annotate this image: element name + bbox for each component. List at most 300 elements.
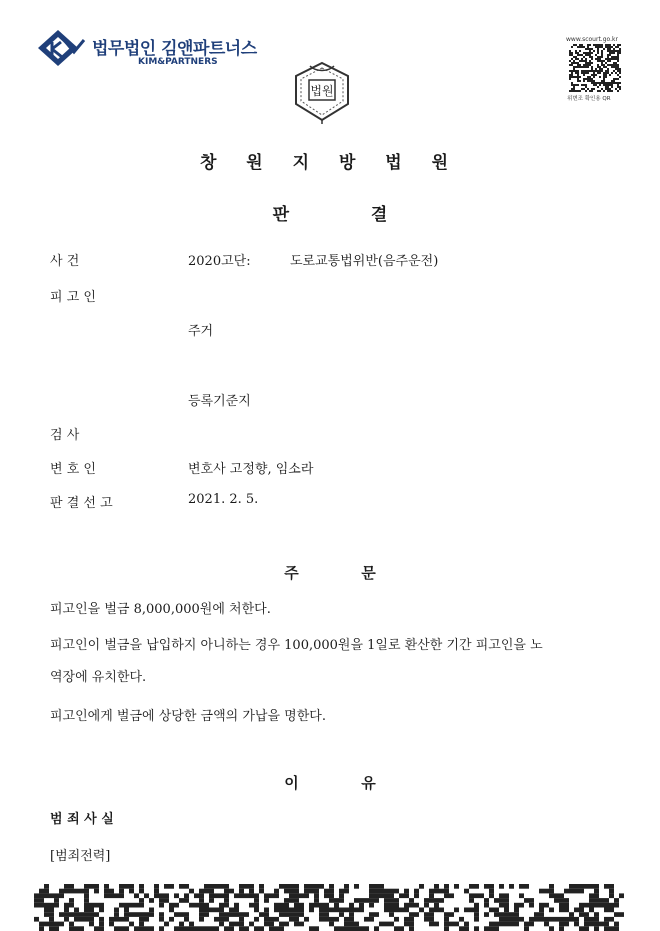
- pattern-cell: [549, 893, 554, 898]
- pattern-cell: [585, 78, 587, 80]
- pattern-cell: [577, 52, 579, 54]
- pattern-cell: [609, 889, 614, 894]
- pattern-cell: [384, 893, 389, 898]
- pattern-cell: [617, 64, 619, 66]
- pattern-cell: [429, 908, 434, 913]
- pattern-cell: [429, 922, 434, 927]
- pattern-cell: [159, 898, 164, 903]
- pattern-cell: [314, 893, 319, 898]
- pattern-cell: [607, 88, 609, 90]
- pattern-cell: [169, 884, 174, 889]
- pattern-cell: [605, 46, 607, 48]
- pattern-cell: [54, 922, 59, 927]
- pattern-cell: [581, 58, 583, 60]
- pattern-cell: [274, 926, 279, 931]
- pattern-cell: [581, 54, 583, 56]
- pattern-cell: [279, 884, 284, 889]
- pattern-cell: [294, 922, 299, 927]
- pattern-cell: [194, 926, 199, 931]
- pattern-cell: [494, 926, 499, 931]
- pattern-cell: [89, 912, 94, 917]
- pattern-cell: [434, 903, 439, 908]
- pattern-cell: [354, 926, 359, 931]
- pattern-cell: [239, 893, 244, 898]
- pattern-cell: [571, 90, 573, 92]
- judgment-date: 2021. 2. 5.: [188, 492, 259, 507]
- pattern-cell: [69, 889, 74, 894]
- pattern-cell: [139, 903, 144, 908]
- pattern-cell: [84, 903, 89, 908]
- pattern-cell: [344, 908, 349, 913]
- pattern-cell: [559, 898, 564, 903]
- pattern-cell: [289, 908, 294, 913]
- pattern-cell: [613, 44, 615, 46]
- pattern-cell: [614, 912, 619, 917]
- pattern-cell: [114, 917, 119, 922]
- pattern-cell: [279, 926, 284, 931]
- pattern-cell: [577, 90, 579, 92]
- pattern-cell: [49, 917, 54, 922]
- pattern-cell: [573, 66, 575, 68]
- pattern-cell: [424, 917, 429, 922]
- address-label: 주거: [188, 324, 214, 339]
- pattern-cell: [289, 917, 294, 922]
- pattern-cell: [39, 926, 44, 931]
- order-line: 역장에 유치한다.: [50, 670, 147, 685]
- pattern-cell: [544, 903, 549, 908]
- pattern-cell: [597, 66, 599, 68]
- pattern-cell: [607, 72, 609, 74]
- pattern-cell: [607, 44, 609, 46]
- pattern-cell: [601, 52, 603, 54]
- pattern-cell: [613, 48, 615, 50]
- pattern-cell: [585, 52, 587, 54]
- pattern-cell: [144, 926, 149, 931]
- pattern-cell: [369, 893, 374, 898]
- pattern-cell: [339, 926, 344, 931]
- pattern-cell: [199, 898, 204, 903]
- pattern-cell: [269, 893, 274, 898]
- pattern-cell: [224, 926, 229, 931]
- pattern-cell: [585, 90, 587, 92]
- pattern-cell: [615, 56, 617, 58]
- pattern-cell: [559, 926, 564, 931]
- pattern-cell: [464, 922, 469, 927]
- pattern-cell: [509, 884, 514, 889]
- pattern-cell: [591, 88, 593, 90]
- pattern-cell: [597, 64, 599, 66]
- pattern-cell: [129, 884, 134, 889]
- pattern-cell: [595, 82, 597, 84]
- pattern-cell: [419, 908, 424, 913]
- pattern-cell: [609, 50, 611, 52]
- pattern-cell: [591, 52, 593, 54]
- pattern-cell: [574, 884, 579, 889]
- pattern-cell: [549, 917, 554, 922]
- pattern-cell: [259, 889, 264, 894]
- pattern-cell: [444, 912, 449, 917]
- order-line: 피고인에게 벌금에 상당한 금액의 가납을 명한다.: [50, 709, 326, 724]
- pattern-cell: [599, 70, 601, 72]
- pattern-cell: [591, 74, 593, 76]
- pattern-cell: [54, 893, 59, 898]
- pattern-cell: [109, 917, 114, 922]
- pattern-cell: [74, 908, 79, 913]
- pattern-cell: [617, 84, 619, 86]
- pattern-cell: [39, 898, 44, 903]
- pattern-cell: [591, 90, 593, 92]
- pattern-cell: [597, 50, 599, 52]
- pattern-cell: [613, 66, 615, 68]
- pattern-cell: [369, 889, 374, 894]
- pattern-cell: [571, 70, 573, 72]
- pattern-cell: [209, 893, 214, 898]
- pattern-cell: [599, 90, 601, 92]
- court-name: 창 원 지 방 법 원: [199, 153, 461, 173]
- pattern-cell: [539, 917, 544, 922]
- pattern-cell: [264, 917, 269, 922]
- pattern-cell: [577, 62, 579, 64]
- pattern-cell: [324, 908, 329, 913]
- pattern-cell: [424, 898, 429, 903]
- pattern-cell: [249, 903, 254, 908]
- pattern-cell: [289, 893, 294, 898]
- pattern-cell: [569, 64, 571, 66]
- pattern-cell: [577, 70, 579, 72]
- pattern-cell: [559, 908, 564, 913]
- pattern-cell: [613, 58, 615, 60]
- pattern-cell: [529, 903, 534, 908]
- pattern-cell: [409, 922, 414, 927]
- pattern-cell: [614, 898, 619, 903]
- pattern-cell: [189, 922, 194, 927]
- pattern-cell: [564, 922, 569, 927]
- pattern-cell: [449, 922, 454, 927]
- pattern-cell: [571, 58, 573, 60]
- pattern-cell: [617, 82, 619, 84]
- pattern-cell: [597, 72, 599, 74]
- pattern-cell: [619, 86, 621, 88]
- pattern-cell: [104, 884, 109, 889]
- pattern-cell: [605, 70, 607, 72]
- pattern-cell: [224, 917, 229, 922]
- pattern-cell: [607, 68, 609, 70]
- pattern-cell: [44, 922, 49, 927]
- pattern-cell: [509, 917, 514, 922]
- pattern-cell: [577, 72, 579, 74]
- pattern-cell: [599, 84, 601, 86]
- pattern-cell: [589, 884, 594, 889]
- pattern-cell: [299, 903, 304, 908]
- pattern-cell: [199, 912, 204, 917]
- pattern-cell: [575, 66, 577, 68]
- pattern-cell: [184, 898, 189, 903]
- pattern-cell: [339, 908, 344, 913]
- pattern-cell: [593, 50, 595, 52]
- pattern-cell: [589, 76, 591, 78]
- pattern-cell: [584, 922, 589, 927]
- pattern-cell: [159, 912, 164, 917]
- pattern-cell: [589, 60, 591, 62]
- pattern-cell: [539, 903, 544, 908]
- pattern-cell: [69, 912, 74, 917]
- pattern-cell: [94, 889, 99, 894]
- pattern-cell: [89, 903, 94, 908]
- pattern-cell: [577, 64, 579, 66]
- pattern-cell: [54, 903, 59, 908]
- pattern-cell: [464, 889, 469, 894]
- pattern-cell: [134, 903, 139, 908]
- pattern-cell: [583, 84, 585, 86]
- pattern-cell: [219, 922, 224, 927]
- pattern-cell: [581, 70, 583, 72]
- firm-logo-icon: [34, 28, 88, 68]
- pattern-cell: [575, 44, 577, 46]
- pattern-cell: [274, 893, 279, 898]
- pattern-cell: [159, 903, 164, 908]
- pattern-cell: [329, 884, 334, 889]
- pattern-cell: [314, 926, 319, 931]
- pattern-cell: [583, 56, 585, 58]
- pattern-cell: [575, 56, 577, 58]
- pattern-cell: [289, 912, 294, 917]
- pattern-cell: [289, 889, 294, 894]
- pattern-cell: [299, 912, 304, 917]
- pattern-cell: [254, 903, 259, 908]
- pattern-cell: [44, 912, 49, 917]
- pattern-cell: [184, 912, 189, 917]
- pattern-cell: [584, 884, 589, 889]
- pattern-cell: [601, 50, 603, 52]
- pattern-cell: [583, 72, 585, 74]
- pattern-cell: [314, 884, 319, 889]
- pattern-cell: [54, 926, 59, 931]
- pattern-cell: [569, 54, 571, 56]
- pattern-cell: [139, 926, 144, 931]
- pattern-cell: [573, 68, 575, 70]
- pattern-cell: [583, 64, 585, 66]
- pattern-cell: [384, 898, 389, 903]
- pattern-cell: [254, 898, 259, 903]
- pattern-cell: [603, 84, 605, 86]
- pattern-cell: [209, 926, 214, 931]
- pattern-cell: [229, 908, 234, 913]
- pattern-cell: [359, 926, 364, 931]
- pattern-cell: [504, 917, 509, 922]
- pattern-cell: [574, 889, 579, 894]
- label-case: [50, 250, 136, 269]
- pattern-cell: [615, 72, 617, 74]
- pattern-cell: [603, 60, 605, 62]
- pattern-cell: [569, 70, 571, 72]
- pattern-cell: [244, 884, 249, 889]
- pattern-cell: [569, 76, 571, 78]
- pattern-cell: [269, 917, 274, 922]
- pattern-cell: [34, 898, 39, 903]
- pattern-cell: [269, 922, 274, 927]
- pattern-cell: [434, 898, 439, 903]
- pattern-cell: [414, 912, 419, 917]
- pattern-cell: [619, 76, 621, 78]
- pattern-cell: [49, 926, 54, 931]
- pattern-cell: [84, 908, 89, 913]
- pattern-cell: [519, 903, 524, 908]
- pattern-cell: [571, 46, 573, 48]
- pattern-cell: [144, 917, 149, 922]
- qr-code: [569, 44, 621, 92]
- pattern-cell: [64, 912, 69, 917]
- pattern-cell: [619, 893, 624, 898]
- pattern-cell: [611, 90, 613, 92]
- pattern-cell: [597, 44, 599, 46]
- pattern-cell: [583, 74, 585, 76]
- pattern-cell: [585, 48, 587, 50]
- pattern-cell: [499, 917, 504, 922]
- pattern-cell: [579, 889, 584, 894]
- pattern-cell: [499, 898, 504, 903]
- pattern-cell: [369, 903, 374, 908]
- pattern-cell: [284, 884, 289, 889]
- pattern-cell: [591, 48, 593, 50]
- pattern-cell: [579, 64, 581, 66]
- pattern-cell: [109, 893, 114, 898]
- pattern-cell: [544, 917, 549, 922]
- pattern-cell: [144, 912, 149, 917]
- pattern-cell: [399, 893, 404, 898]
- pattern-cell: [489, 889, 494, 894]
- pattern-cell: [49, 903, 54, 908]
- pattern-cell: [214, 908, 219, 913]
- pattern-cell: [591, 80, 593, 82]
- pattern-cell: [599, 46, 601, 48]
- pattern-cell: [571, 72, 573, 74]
- pattern-cell: [124, 884, 129, 889]
- label-defendant: [50, 286, 136, 305]
- pattern-cell: [354, 884, 359, 889]
- pattern-cell: [594, 926, 599, 931]
- pattern-cell: [591, 66, 593, 68]
- pattern-cell: [204, 912, 209, 917]
- pattern-cell: [603, 64, 605, 66]
- pattern-cell: [409, 917, 414, 922]
- pattern-cell: [611, 58, 613, 60]
- pattern-cell: [509, 922, 514, 927]
- pattern-cell: [619, 70, 621, 72]
- pattern-cell: [394, 889, 399, 894]
- pattern-cell: [605, 86, 607, 88]
- pattern-cell: [597, 48, 599, 50]
- pattern-cell: [594, 922, 599, 927]
- heading-char: 문: [361, 564, 376, 582]
- pattern-cell: [611, 64, 613, 66]
- pattern-cell: [309, 926, 314, 931]
- pattern-cell: [274, 903, 279, 908]
- pattern-cell: [414, 903, 419, 908]
- pattern-cell: [64, 903, 69, 908]
- pattern-cell: [139, 922, 144, 927]
- redacted-area: [34, 884, 624, 931]
- pattern-cell: [294, 908, 299, 913]
- pattern-cell: [571, 54, 573, 56]
- pattern-cell: [519, 884, 524, 889]
- pattern-cell: [601, 46, 603, 48]
- pattern-cell: [587, 78, 589, 80]
- pattern-cell: [499, 903, 504, 908]
- pattern-cell: [249, 922, 254, 927]
- pattern-cell: [429, 912, 434, 917]
- pattern-cell: [189, 903, 194, 908]
- pattern-cell: [601, 60, 603, 62]
- pattern-cell: [44, 889, 49, 894]
- pattern-cell: [519, 893, 524, 898]
- pattern-cell: [591, 82, 593, 84]
- pattern-cell: [607, 56, 609, 58]
- pattern-cell: [154, 884, 159, 889]
- pattern-cell: [575, 52, 577, 54]
- pattern-cell: [611, 50, 613, 52]
- pattern-cell: [577, 74, 579, 76]
- pattern-cell: [164, 898, 169, 903]
- pattern-cell: [109, 889, 114, 894]
- pattern-cell: [584, 926, 589, 931]
- pattern-cell: [329, 898, 334, 903]
- pattern-cell: [374, 912, 379, 917]
- pattern-cell: [617, 56, 619, 58]
- pattern-cell: [254, 917, 259, 922]
- pattern-cell: [549, 884, 554, 889]
- pattern-cell: [615, 50, 617, 52]
- pattern-cell: [589, 922, 594, 927]
- pattern-cell: [609, 46, 611, 48]
- pattern-cell: [585, 64, 587, 66]
- pattern-cell: [69, 898, 74, 903]
- pattern-cell: [611, 86, 613, 88]
- pattern-cell: [599, 82, 601, 84]
- pattern-cell: [514, 922, 519, 927]
- pattern-cell: [524, 922, 529, 927]
- pattern-cell: [615, 78, 617, 80]
- pattern-cell: [404, 908, 409, 913]
- pattern-cell: [605, 88, 607, 90]
- pattern-cell: [404, 903, 409, 908]
- pattern-cell: [607, 54, 609, 56]
- pattern-cell: [607, 64, 609, 66]
- pattern-cell: [179, 922, 184, 927]
- pattern-cell: [579, 54, 581, 56]
- pattern-cell: [594, 893, 599, 898]
- pattern-cell: [129, 903, 134, 908]
- pattern-cell: [499, 893, 504, 898]
- pattern-cell: [444, 889, 449, 894]
- pattern-cell: [549, 926, 554, 931]
- pattern-cell: [154, 889, 159, 894]
- pattern-cell: [587, 48, 589, 50]
- pattern-cell: [605, 82, 607, 84]
- pattern-cell: [184, 884, 189, 889]
- pattern-cell: [84, 912, 89, 917]
- pattern-cell: [149, 898, 154, 903]
- pattern-cell: [129, 912, 134, 917]
- pattern-cell: [354, 908, 359, 913]
- pattern-cell: [199, 908, 204, 913]
- pattern-cell: [611, 82, 613, 84]
- pattern-cell: [569, 50, 571, 52]
- pattern-cell: [444, 893, 449, 898]
- pattern-cell: [139, 917, 144, 922]
- pattern-cell: [587, 54, 589, 56]
- pattern-cell: [394, 917, 399, 922]
- counsel-names: 변호사 고정향, 임소라: [188, 462, 314, 477]
